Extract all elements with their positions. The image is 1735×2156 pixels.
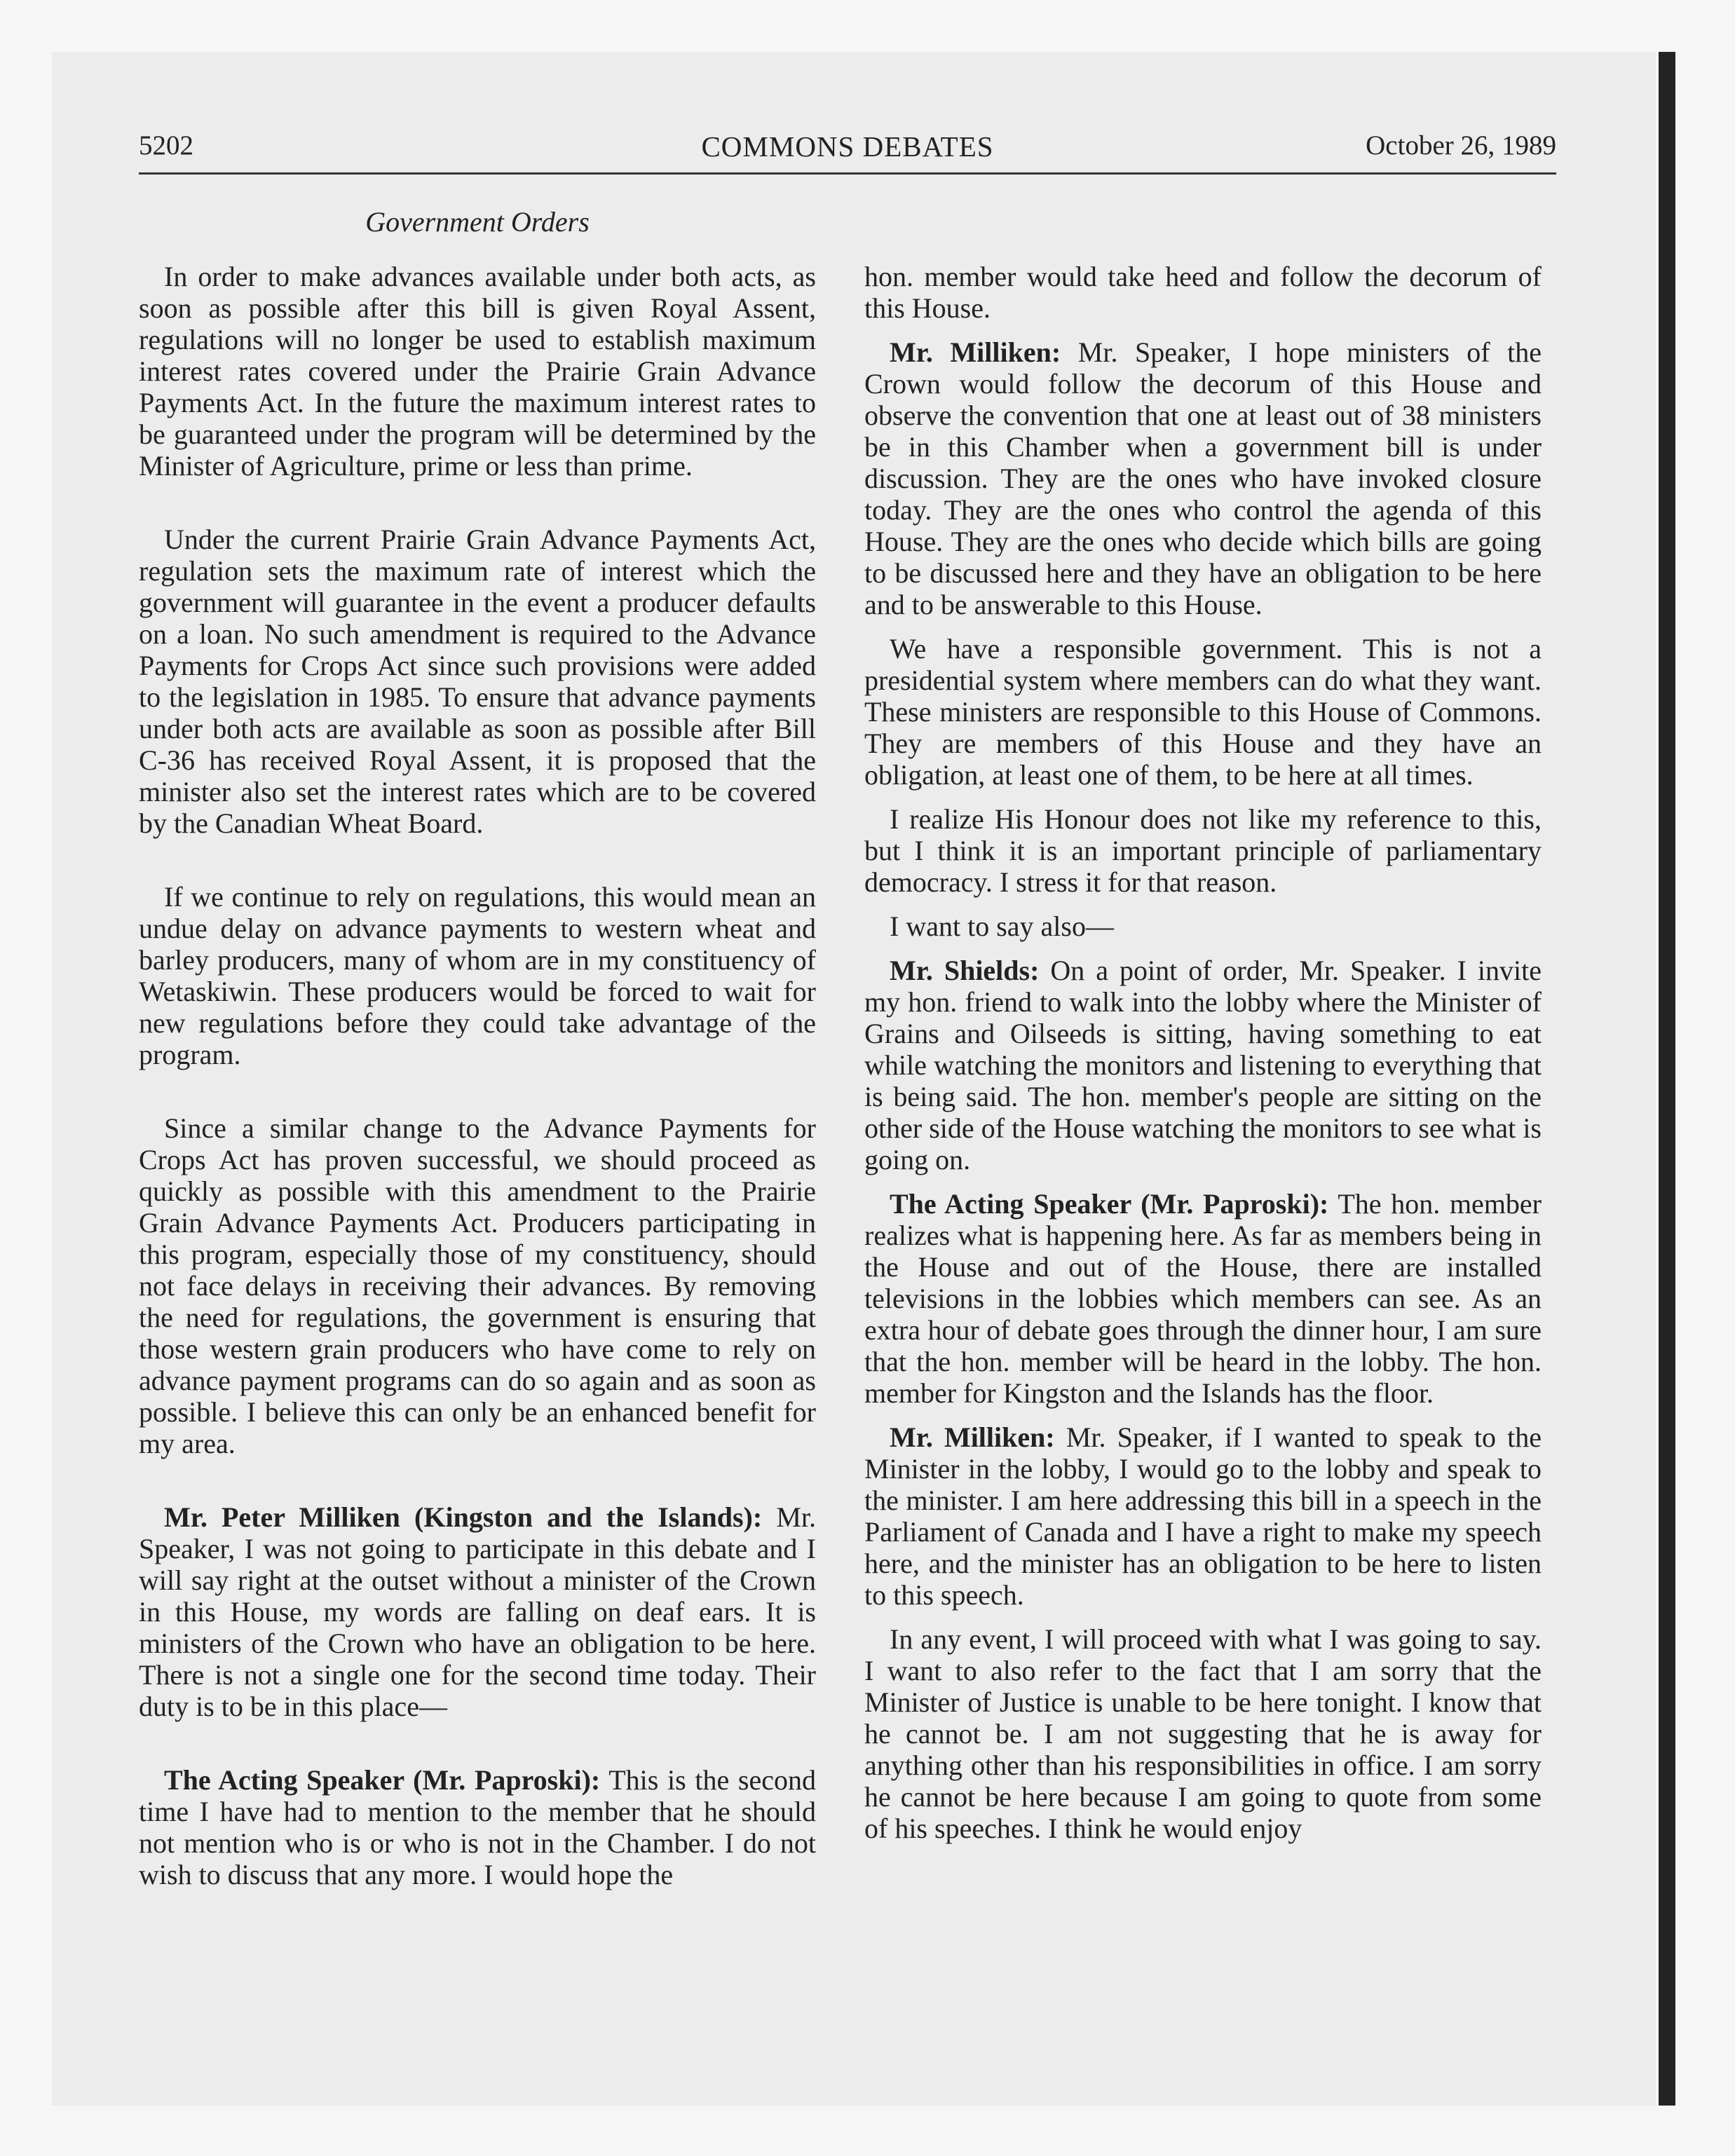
paragraph-text: I want to say also— xyxy=(890,910,1114,942)
paragraph xyxy=(864,633,1542,791)
paragraph xyxy=(864,1188,1542,1409)
section-title: Government Orders xyxy=(365,206,590,238)
paragraph-text: Mr. Speaker, I hope ministers of the Crown would follow the decorum of this House and observe the convention that one at least out of 38 ministers be in this Chamber when a government bill is under discussion. They are the ones who have invoked closure today. They are the ones who control the agenda of this House. They are the ones who decide which bills are going to be discussed here and they have an obligation to be here and to be answerable to this House. xyxy=(864,336,1542,620)
paragraph xyxy=(864,1623,1542,1844)
paragraph-text: If we continue to rely on regulations, this would mean an undue delay on advance payments to western wheat and barley producers, many of whom are in my constituency of Wetaskiwin. These producers would be forced to wait for new regulations before they could take advantage of the program. xyxy=(139,881,816,1070)
publication-date: October 26, 1989 xyxy=(1366,130,1556,161)
paragraph-text: Mr. Speaker, I was not going to participate in this debate and I will say right at the outset without a minister of the Crown in this House, my words are falling on deaf ears. It is ministers of the Crown who have an obligation to be here. There is not a single one for the second time today. Their duty is to be in this place— xyxy=(139,1501,817,1722)
paragraph xyxy=(864,910,1542,942)
paragraph-text: The hon. member realizes what is happening here. As far as members being in the House and out of the House, there are installed televisions in the lobbies which members can see. As an extra hour of debate goes through the dinner hour, I am sure that the hon. member will be heard in the lobby. The hon. member for Kingston and the Islands has the floor. xyxy=(864,1188,1542,1409)
paragraph xyxy=(139,524,816,839)
header-rule xyxy=(139,172,1556,175)
paragraph xyxy=(139,1501,816,1722)
paragraph xyxy=(139,1112,816,1459)
paragraph-text: Under the current Prairie Grain Advance Payments Act, regulation sets the maximum rate of interest which the government will guarantee in the event a producer defaults on a loan. No such amendment is required to the Advance Payments for Crops Act since such provisions were added to the legislation in 1985. To ensure that advance payments under both acts are available as soon as possible after Bill C-36 has received Royal Assent, it is proposed that the minister also set the interest rates which are to be covered by the Canadian Wheat Board. xyxy=(139,524,816,839)
scan-edge-bar xyxy=(1659,52,1675,2106)
paragraph xyxy=(139,1764,816,1890)
paragraph xyxy=(864,803,1542,898)
speaker-name: The Acting Speaker (Mr. Paproski): xyxy=(164,1764,601,1796)
paragraph-text: hon. member would take heed and follow the decorum of this House. xyxy=(864,261,1542,324)
paragraph-text: On a point of order, Mr. Speaker. I invite my hon. friend to walk into the lobby where the Minister of Grains and Oilseeds is sitting, having something to eat while watching the monitors and listening to everything that is being said. The hon. member's people are sitting on the other side of the House watching the monitors to see what is going on. xyxy=(864,955,1542,1175)
paragraph xyxy=(864,955,1542,1175)
paragraph-text: Since a similar change to the Advance Payments for Crops Act has proven successful, we should proceed as quickly as possible with this amendment to the Prairie Grain Advance Payments Act. Producers participating in this program, especially those of my constituency, should not face delays in receiving their advances. By removing the need for regulations, the government is ensuring that those western grain producers who have come to rely on advance payment programs can do so again and as soon as possible. I believe this can only be an enhanced benefit for my area. xyxy=(139,1112,816,1459)
right-column xyxy=(864,261,1542,1857)
paragraph xyxy=(864,261,1542,324)
paragraph-text: Mr. Speaker, if I wanted to speak to the Minister in the lobby, I would go to the lobby and speak to the minister. I am here addressing this bill in a speech in the Parliament of Canada and I have a right to make my speech here, and the minister has an obligation to be here to listen to this speech. xyxy=(864,1421,1542,1611)
paragraph-text: In any event, I will proceed with what I was going to say. I want to also refer to the fact that I am sorry that the Minister of Justice is unable to be here tonight. I know that he cannot be. I am not suggesting that he is away for anything other than his responsibilities in office. I am sorry he cannot be here because I am going to quote from some of his speeches. I think he would enjoy xyxy=(864,1623,1542,1844)
paragraph-text: I realize His Honour does not like my reference to this, but I think it is an important principle of parliamentary democracy. I stress it for that reason. xyxy=(864,803,1542,898)
speaker-name: The Acting Speaker (Mr. Paproski): xyxy=(890,1188,1329,1220)
speaker-name: Mr. Milliken: xyxy=(890,1421,1055,1453)
paragraph xyxy=(864,336,1542,620)
journal-title: COMMONS DEBATES xyxy=(701,130,994,163)
paragraph xyxy=(139,261,816,482)
paragraph xyxy=(139,881,816,1070)
page-number: 5202 xyxy=(139,130,193,161)
left-column xyxy=(139,261,816,1932)
speaker-name: Mr. Milliken: xyxy=(890,336,1061,368)
speaker-name: Mr. Peter Milliken (Kingston and the Islands): xyxy=(164,1501,763,1533)
speaker-name: Mr. Shields: xyxy=(890,955,1040,986)
page-header xyxy=(139,130,1556,172)
paragraph-text: This is the second time I have had to mention to the member that he should not mention who is or who is not in the Chamber. I do not wish to discuss that any more. I would hope the xyxy=(139,1764,817,1890)
paragraph-text: In order to make advances available under both acts, as soon as possible after this bill is given Royal Assent, regulations will no longer be used to establish maximum interest rates covered under the Prairie Grain Advance Payments Act. In the future the maximum interest rates to be guaranteed under the program will be determined by the Minister of Agriculture, prime or less than prime. xyxy=(139,261,816,482)
paragraph-text: We have a responsible government. This is not a presidential system where members can do what they want. These ministers are responsible to this House of Commons. They are members of this House and they have an obligation, at least one of them, to be here at all times. xyxy=(864,633,1542,791)
paragraph xyxy=(864,1421,1542,1611)
